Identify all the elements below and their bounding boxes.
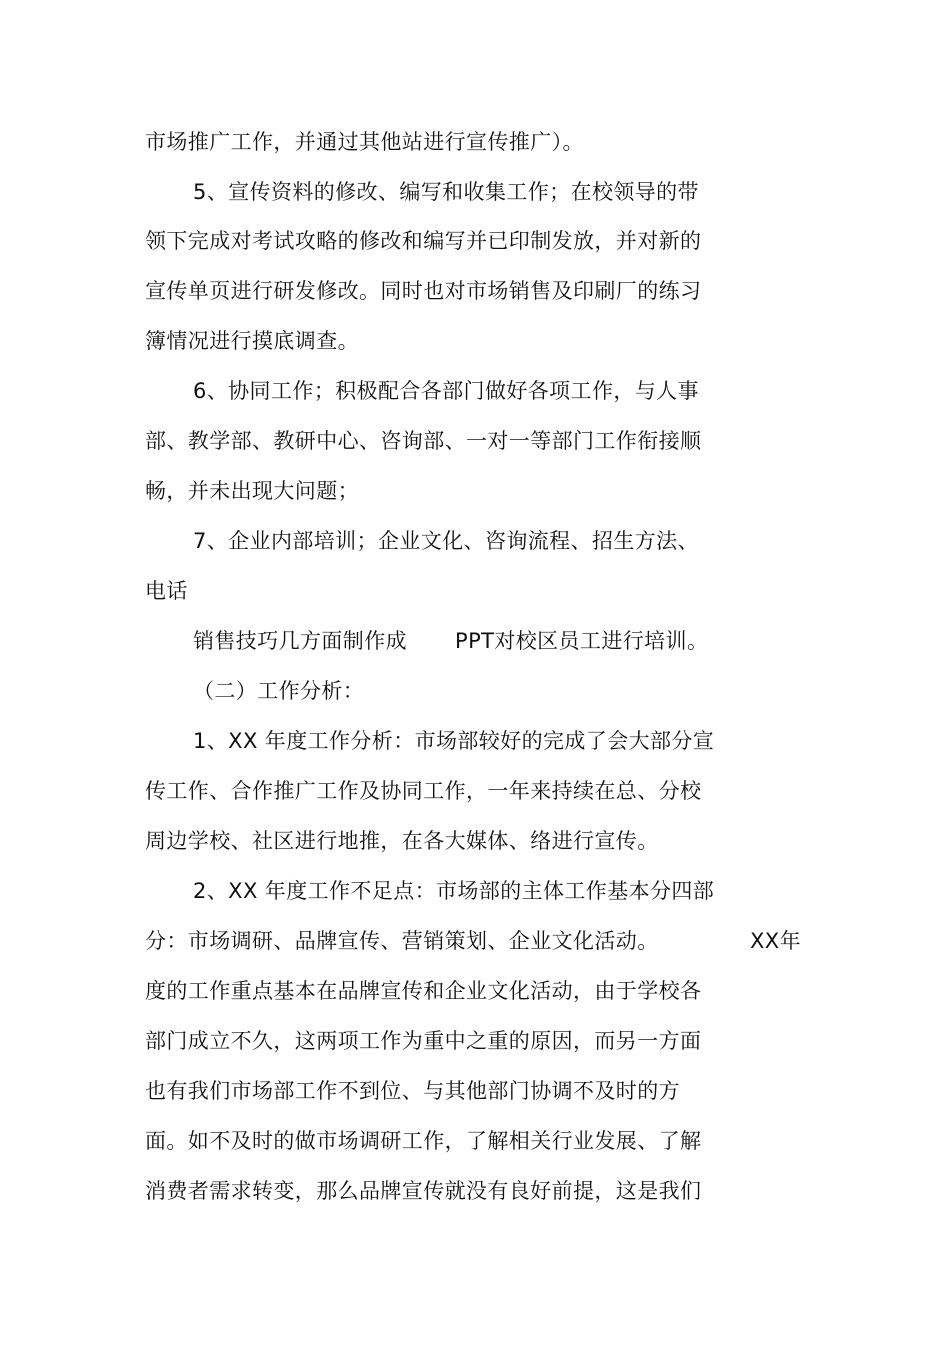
text-line: 7、企业内部培训；企业文化、咨询流程、招生方法、 — [193, 529, 699, 553]
text-line: 簿情况进行摸底调查。 — [145, 329, 359, 353]
text-line: 畅，并未出现大问题； — [145, 479, 359, 503]
text-line: 面。如不及时的做市场调研工作，了解相关行业发展、了解 — [145, 1129, 702, 1153]
text-line: 宣传单页进行研发修改。同时也对市场销售及印刷厂的练习 — [145, 279, 702, 303]
text-line: 部门成立不久，这两项工作为重中之重的原因，而另一方面 — [145, 1029, 702, 1053]
text-line: XX年 — [750, 929, 801, 953]
text-line: 也有我们市场部工作不到位、与其他部门协调不及时的方 — [145, 1079, 680, 1103]
text-line: 消费者需求转变，那么品牌宣传就没有良好前提，这是我们 — [145, 1179, 702, 1203]
text-line: 周边学校、社区进行地推，在各大媒体、络进行宣传。 — [145, 829, 659, 853]
text-line: PPT对校区员工进行培训。 — [455, 629, 709, 653]
text-line: 销售技巧几方面制作成 — [193, 629, 407, 653]
text-line: 5、宣传资料的修改、编写和收集工作；在校领导的带 — [193, 180, 699, 204]
text-line: 1、XX 年度工作分析：市场部较好的完成了会大部分宣 — [193, 729, 715, 753]
section-heading: （二）工作分析： — [193, 679, 365, 703]
text-line: 传工作、合作推广工作及协同工作，一年来持续在总、分校 — [145, 779, 702, 803]
text-line: 领下完成对考试攻略的修改和编写并已印制发放，并对新的 — [145, 229, 702, 253]
text-line: 6、协同工作；积极配合各部门做好各项工作，与人事 — [193, 379, 699, 403]
text-line: 部、教学部、教研中心、咨询部、一对一等部门工作衔接顺 — [145, 429, 702, 453]
text-line: 分：市场调研、品牌宣传、营销策划、企业文化活动。 — [145, 929, 659, 953]
text-line: 市场推广工作，并通过其他站进行宣传推广）。 — [145, 130, 584, 154]
text-line: 度的工作重点基本在品牌宣传和企业文化活动，由于学校各 — [145, 979, 702, 1003]
text-line: 2、XX 年度工作不足点：市场部的主体工作基本分四部 — [193, 879, 715, 903]
text-line: 电话 — [145, 579, 188, 603]
